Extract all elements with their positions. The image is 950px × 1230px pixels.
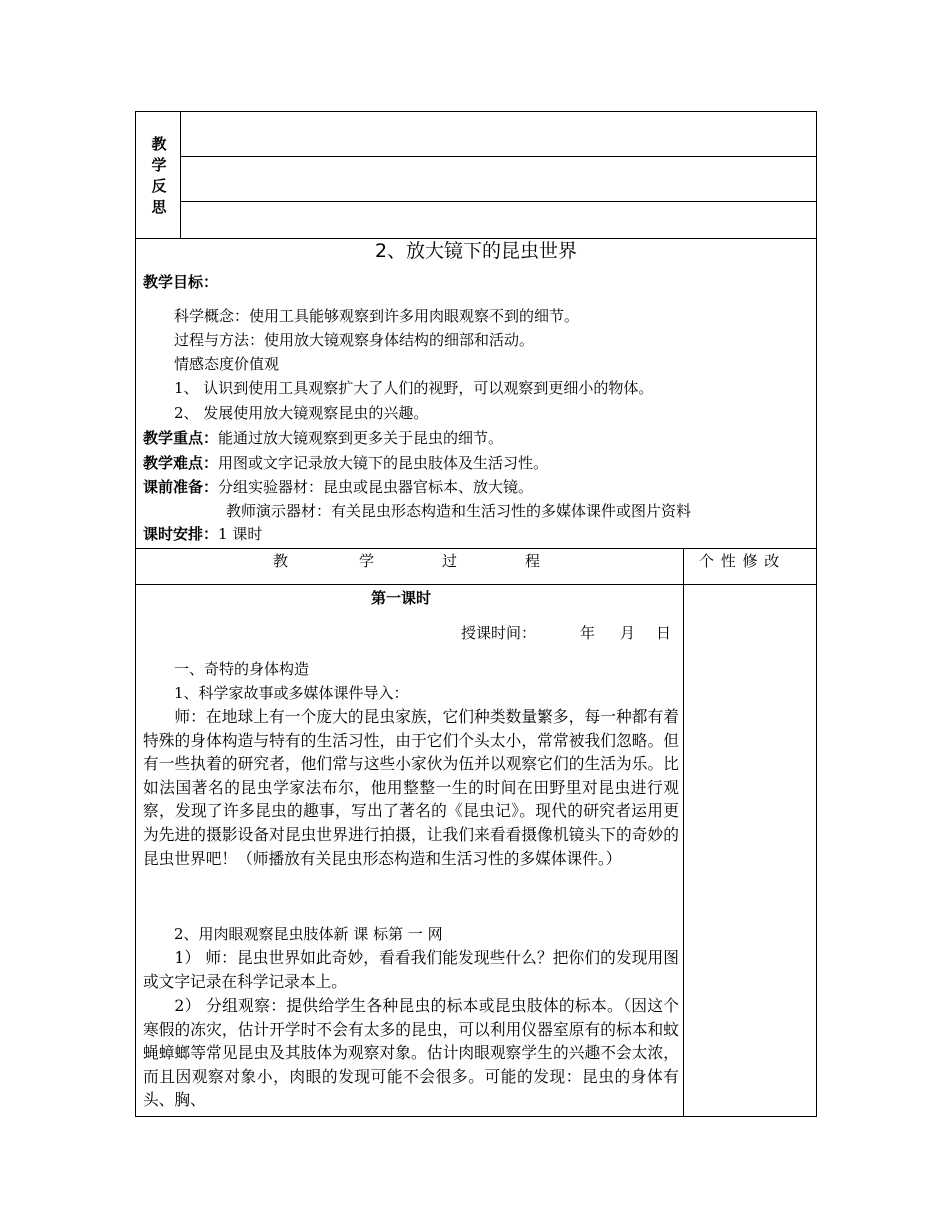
intro-paragraph: 师：在地球上有一个庞大的昆虫家族，它们种类数量繁多，每一种都有着特殊的身体构造与特有的生活习性，由于它们个头太小，常常被我们忽略。但有一些执着的研究者，他们常与这些小家伙为伍并以观察它们的生活为乐。比如法国著名的昆虫学家法布尔，他用整整一生的时间在田野里对昆虫进行观察，发现了许多昆虫的趣事，写出了著名的《昆虫记》。现代的研究者运用更为先进的摄影设备对昆虫世界进行拍摄，让我们来看看摄像机镜头下的奇妙的昆虫世界吧！（师播放有关昆虫形态构造和生活习性的多媒体课件。）	[143, 707, 679, 868]
step-1-heading: 1、科学家故事或多媒体课件导入：	[174, 684, 409, 702]
lesson-title: 2、放大镜下的昆虫世界	[374, 240, 578, 262]
reflection-label: 教学反思	[151, 135, 167, 216]
time-year: 年	[580, 624, 596, 642]
difficulty-label: 教学难点：	[143, 454, 219, 472]
observe-paragraph-2: 2） 分组观察：提供给学生各种昆虫的标本或昆虫肢体的标本。（因这个寒假的冻灾，估计开学时不会有太多的昆虫，可以利用仪器室原有的标本和蚊蝇蟑螂等常见昆虫及其肢体为观察对象。估计肉眼观察学生的兴趣不会太浓，而且因观察对象小，肉眼的发现可能不会很多。可能的发现：昆虫的身体有头、胸、	[143, 996, 679, 1110]
difficulty-row	[143, 452, 548, 474]
header-process-2: 学	[359, 552, 375, 570]
time-day: 日	[656, 624, 672, 642]
reflection-line-1	[180, 156, 816, 157]
header-process-4: 程	[525, 552, 541, 570]
lesson-plan-page	[135, 111, 817, 1117]
session-title: 第一课时	[371, 589, 432, 607]
header-modify: 个 性 修 改	[699, 552, 781, 570]
preparation-text: 分组实验器材：昆虫或昆虫器官标本、放大镜。	[218, 478, 534, 496]
preparation-row	[143, 476, 533, 498]
section-1-heading: 一、奇特的身体构造	[174, 660, 310, 678]
time-month: 月	[620, 624, 636, 642]
objective-attitude-2: 2、 发展使用放大镜观察昆虫的兴趣。	[174, 404, 429, 422]
time-label: 授课时间：	[461, 624, 537, 642]
objective-attitude-1: 1、 认识到使用工具观察扩大了人们的视野，可以观察到更细小的物体。	[174, 379, 654, 397]
preparation-teacher: 教师演示器材：有关昆虫形态构造和生活习性的多媒体课件或图片资料	[226, 502, 692, 520]
header-process-3: 过	[442, 552, 458, 570]
header-process-1: 教	[273, 552, 289, 570]
difficulty-text: 用图或文字记录放大镜下的昆虫肢体及生活习性。	[218, 454, 549, 472]
table-column-divider	[683, 548, 684, 1116]
reflection-divider	[180, 112, 181, 238]
key-point-label: 教学重点：	[143, 429, 219, 447]
table-header-line	[136, 584, 816, 585]
step-2-heading: 2、用肉眼观察昆虫肢体新 课 标第 一 网	[174, 925, 443, 943]
preparation-label: 课前准备：	[143, 478, 219, 496]
schedule-text: 1 课时	[218, 525, 263, 543]
objective-concept: 科学概念：使用工具能够观察到许多用肉眼观察不到的细节。	[174, 307, 580, 325]
objective-process: 过程与方法：使用放大镜观察身体结构的细部和活动。	[174, 331, 535, 349]
schedule-label: 课时安排：	[143, 525, 219, 543]
key-point-row	[143, 427, 503, 449]
objective-attitude: 情感态度价值观	[174, 355, 280, 373]
schedule-row	[143, 523, 262, 545]
table-top-line	[136, 548, 816, 549]
reflection-line-2	[180, 201, 816, 202]
objectives-label: 教学目标：	[143, 273, 219, 291]
observe-paragraph-1: 1） 师：昆虫世界如此奇妙，看看我们能发现些什么？把你们的发现用图或文字记录在科学记录本上。	[143, 948, 679, 991]
key-point-text: 能通过放大镜观察到更多关于昆虫的细节。	[218, 429, 504, 447]
